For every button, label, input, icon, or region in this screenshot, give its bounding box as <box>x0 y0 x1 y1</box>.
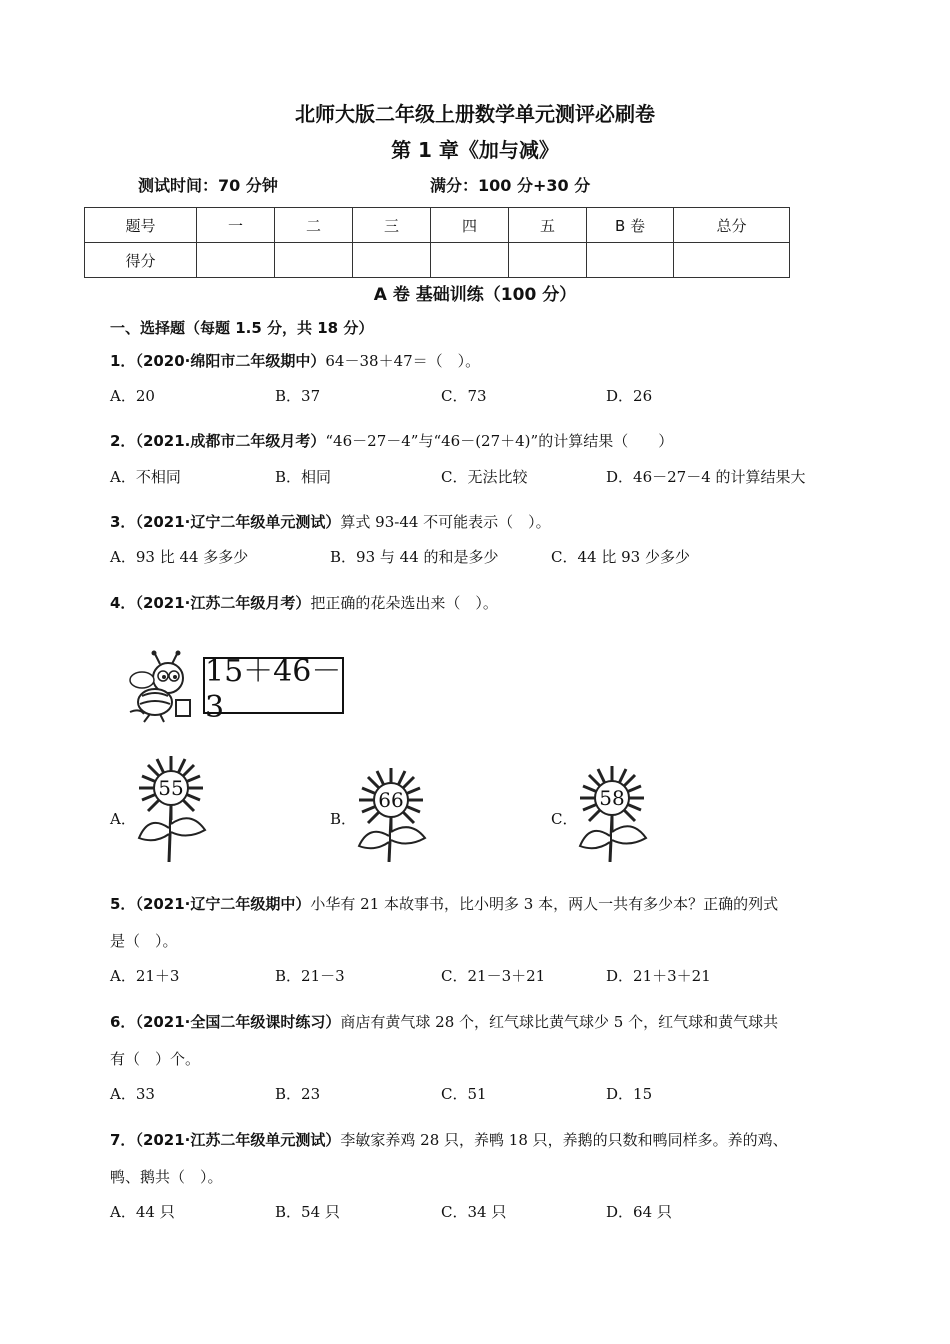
flower-option-label: B． <box>330 810 357 828</box>
option[interactable]: C．无法比较 <box>441 468 528 486</box>
score-table-header-row <box>85 208 790 243</box>
score-input-cell[interactable] <box>275 243 353 278</box>
option[interactable]: B．21－3 <box>275 967 345 985</box>
flower-value: 55 <box>158 776 184 800</box>
flower-value: 58 <box>599 786 625 810</box>
option[interactable]: B．37 <box>275 387 321 405</box>
question-number: 4． <box>110 594 136 612</box>
score-input-cell[interactable] <box>431 243 509 278</box>
flower-value: 66 <box>378 788 404 812</box>
doc-title: 北师大版二年级上册数学单元测评必刷卷 <box>295 102 655 126</box>
question-text: 64－38＋47＝（ ）。 <box>325 352 481 370</box>
option[interactable]: B．93 与 44 的和是多少 <box>330 548 499 566</box>
flower-option-label: C． <box>551 810 578 828</box>
score-input-cell[interactable] <box>197 243 275 278</box>
question-number: 5． <box>110 895 136 913</box>
score-header-cell: 题号 <box>85 208 197 243</box>
question-number: 2． <box>110 432 136 450</box>
question-6 <box>110 1012 835 1032</box>
flower-option-c[interactable] <box>576 764 648 862</box>
question-text-continued: 鸭、鹅共（ ）。 <box>110 1168 223 1186</box>
option[interactable]: A．不相同 <box>110 468 181 486</box>
question-number: 1． <box>110 352 136 370</box>
option[interactable]: A．20 <box>110 387 155 405</box>
option[interactable]: D．46－27－4 的计算结果大 <box>606 468 806 486</box>
question-7 <box>110 1130 835 1150</box>
score-input-cell[interactable] <box>587 243 674 278</box>
question-2 <box>110 431 673 451</box>
option[interactable]: C．34 只 <box>441 1203 507 1221</box>
part1-title: 一、选择题（每题 1.5 分，共 18 分） <box>110 319 374 337</box>
question-text: “46－27－4”与“46－(27＋4)”的计算结果（ ） <box>325 432 674 450</box>
question-source: （2021·江苏二年级单元测试） <box>135 1131 341 1149</box>
score-table-score-row <box>85 243 790 278</box>
question-text: 李敏家养鸡 28 只，养鸭 18 只，养鹅的只数和鸭同样多。养的鸡、 <box>340 1131 788 1149</box>
option[interactable]: B．23 <box>275 1085 321 1103</box>
question-source: （2021·江苏二年级月考） <box>135 594 311 612</box>
section-a-title: A 卷 基础训练（100 分） <box>373 285 577 305</box>
option[interactable]: A．21＋3 <box>110 967 180 985</box>
question-text: 把正确的花朵选出来（ ）。 <box>310 594 498 612</box>
score-header-cell: B 卷 <box>587 208 674 243</box>
question-number: 6． <box>110 1013 136 1031</box>
option[interactable]: A．44 只 <box>110 1203 175 1221</box>
option[interactable]: C．44 比 93 少多少 <box>551 548 690 566</box>
question-text-continued: 有（ ）个。 <box>110 1050 201 1068</box>
question-text: 小华有 21 本故事书，比小明多 3 本，两人一共有多少本？正确的列式 <box>310 895 779 913</box>
sunflower-icon <box>576 764 648 862</box>
question-source: （2021·辽宁二年级期中） <box>135 895 311 913</box>
score-row-label: 得分 <box>85 243 197 278</box>
question-3 <box>110 512 551 532</box>
expression-box: 15＋46－3 <box>203 657 344 714</box>
sunflower-icon <box>355 766 427 862</box>
sunflower-icon <box>135 754 207 862</box>
score-header-cell: 四 <box>431 208 509 243</box>
option[interactable]: C．73 <box>441 387 487 405</box>
option[interactable]: C．21－3＋21 <box>441 967 546 985</box>
flower-option-label: A． <box>110 810 136 828</box>
doc-subtitle: 第 1 章《加与减》 <box>391 138 559 162</box>
score-header-cell: 总分 <box>674 208 790 243</box>
question-source: （2020·绵阳市二年级期中） <box>135 352 326 370</box>
question-source: （2021·辽宁二年级单元测试） <box>135 513 341 531</box>
full-score: 满分：100 分+30 分 <box>430 176 591 195</box>
question-4 <box>110 593 498 613</box>
question-text: 商店有黄气球 28 个，红气球比黄气球少 5 个，红气球和黄气球共 <box>340 1013 779 1031</box>
score-header-cell: 二 <box>275 208 353 243</box>
option[interactable]: D．21＋3＋21 <box>606 967 711 985</box>
question-text-continued: 是（ ）。 <box>110 932 178 950</box>
option[interactable]: B．54 只 <box>275 1203 340 1221</box>
option[interactable]: D．64 只 <box>606 1203 672 1221</box>
score-header-cell: 一 <box>197 208 275 243</box>
flower-option-a[interactable] <box>135 754 207 862</box>
score-header-cell: 三 <box>353 208 431 243</box>
option[interactable]: D．15 <box>606 1085 653 1103</box>
question-1 <box>110 351 480 371</box>
score-input-cell[interactable] <box>353 243 431 278</box>
option[interactable]: B．相同 <box>275 468 332 486</box>
option[interactable]: D．26 <box>606 387 653 405</box>
question-source: （2021·全国二年级课时练习） <box>135 1013 341 1031</box>
option[interactable]: C．51 <box>441 1085 487 1103</box>
score-table <box>84 207 790 278</box>
option[interactable]: A．93 比 44 多多少 <box>110 548 249 566</box>
flower-option-b[interactable] <box>355 766 427 862</box>
question-number: 3． <box>110 513 136 531</box>
score-input-cell[interactable] <box>674 243 790 278</box>
bee-icon <box>120 650 205 725</box>
test-time: 测试时间：70 分钟 <box>138 176 278 195</box>
option[interactable]: A．33 <box>110 1085 155 1103</box>
score-input-cell[interactable] <box>509 243 587 278</box>
question-number: 7． <box>110 1131 136 1149</box>
question-source: （2021.成都市二年级月考） <box>135 432 326 450</box>
question-5 <box>110 894 835 914</box>
score-header-cell: 五 <box>509 208 587 243</box>
question-text: 算式 93-44 不可能表示（ ）。 <box>340 513 551 531</box>
